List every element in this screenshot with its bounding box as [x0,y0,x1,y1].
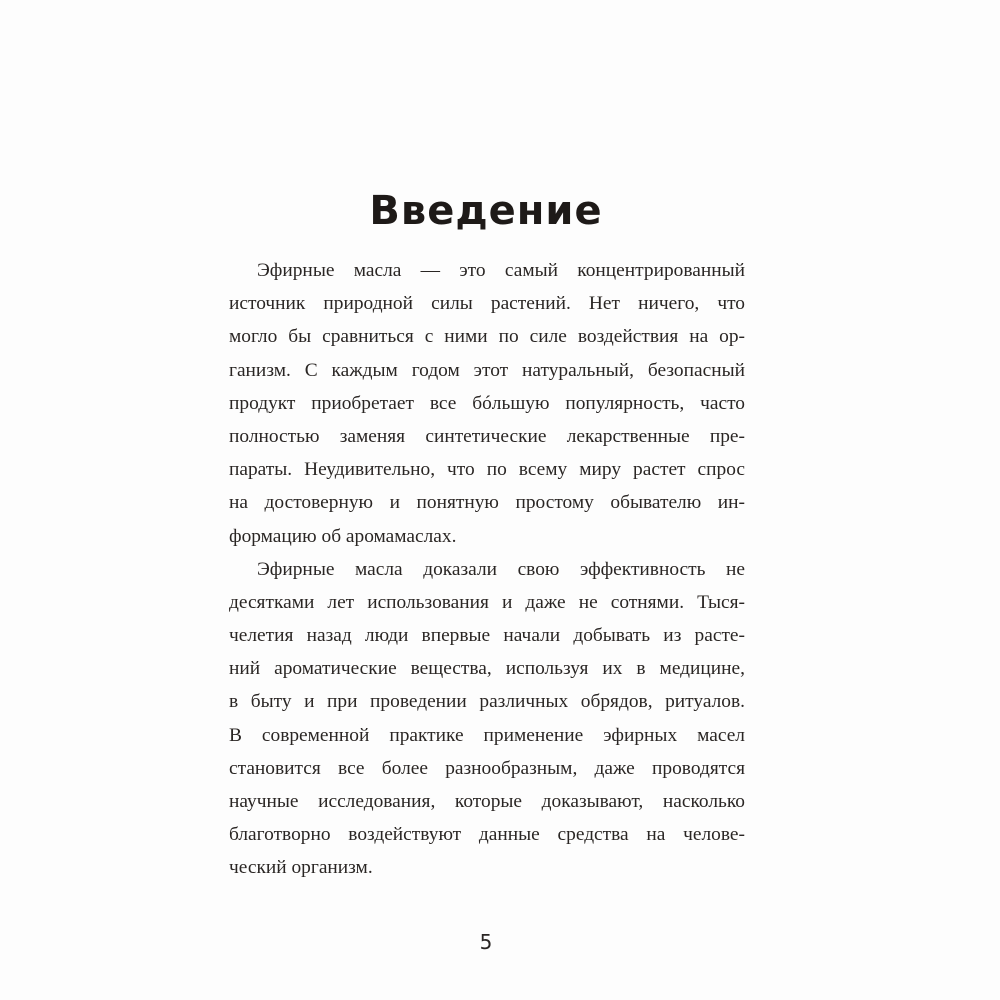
text-line: источник природной силы растений. Нет ничего, что [229,293,745,315]
text-line: Эфирные масла — это самый концентрированный [257,260,745,281]
text-line: параты. Неудивительно, что по всему миру растет спрос [229,459,745,481]
text-line: ганизм. С каждым годом этот натуральный, безопасный [229,359,745,381]
paragraph-1 [229,254,745,553]
body-text [229,254,745,885]
text-line: В современной практике применение эфирных масел [229,724,745,746]
text-line: научные исследования, которые доказывают, насколько [229,791,745,812]
text-line: продукт приобретает все бóльшую популярность, часто [229,392,745,414]
text-line: Эфирные масла доказали свою эффективность не [257,558,745,580]
text-line: становится все более разнообразным, даже проводятся [229,757,745,779]
text-line: благотворно воздействуют данные средства на челове- [229,824,745,846]
paragraph-2 [229,553,745,885]
text-line: ний ароматические вещества, используя их в медицине, [229,658,745,680]
page-number: 5 [479,930,493,954]
text-line: десятками лет использования и даже не сотнями. Тыся- [229,591,745,613]
text-line: в быту и при проведении различных обрядов, ритуалов. [229,691,745,713]
text-line: ческий организм. [229,857,373,879]
text-line: на достоверную и понятную простому обывателю ин- [229,492,745,514]
text-line: полностью заменяя синтетические лекарственные пре- [229,425,745,447]
chapter-title: Введение [369,188,603,234]
text-line: могло бы сравниться с ними по силе воздействия на ор- [229,326,745,348]
text-line: челетия назад люди впервые начали добывать из расте- [229,625,745,647]
text-line: формацию об аромамаслах. [229,525,457,547]
